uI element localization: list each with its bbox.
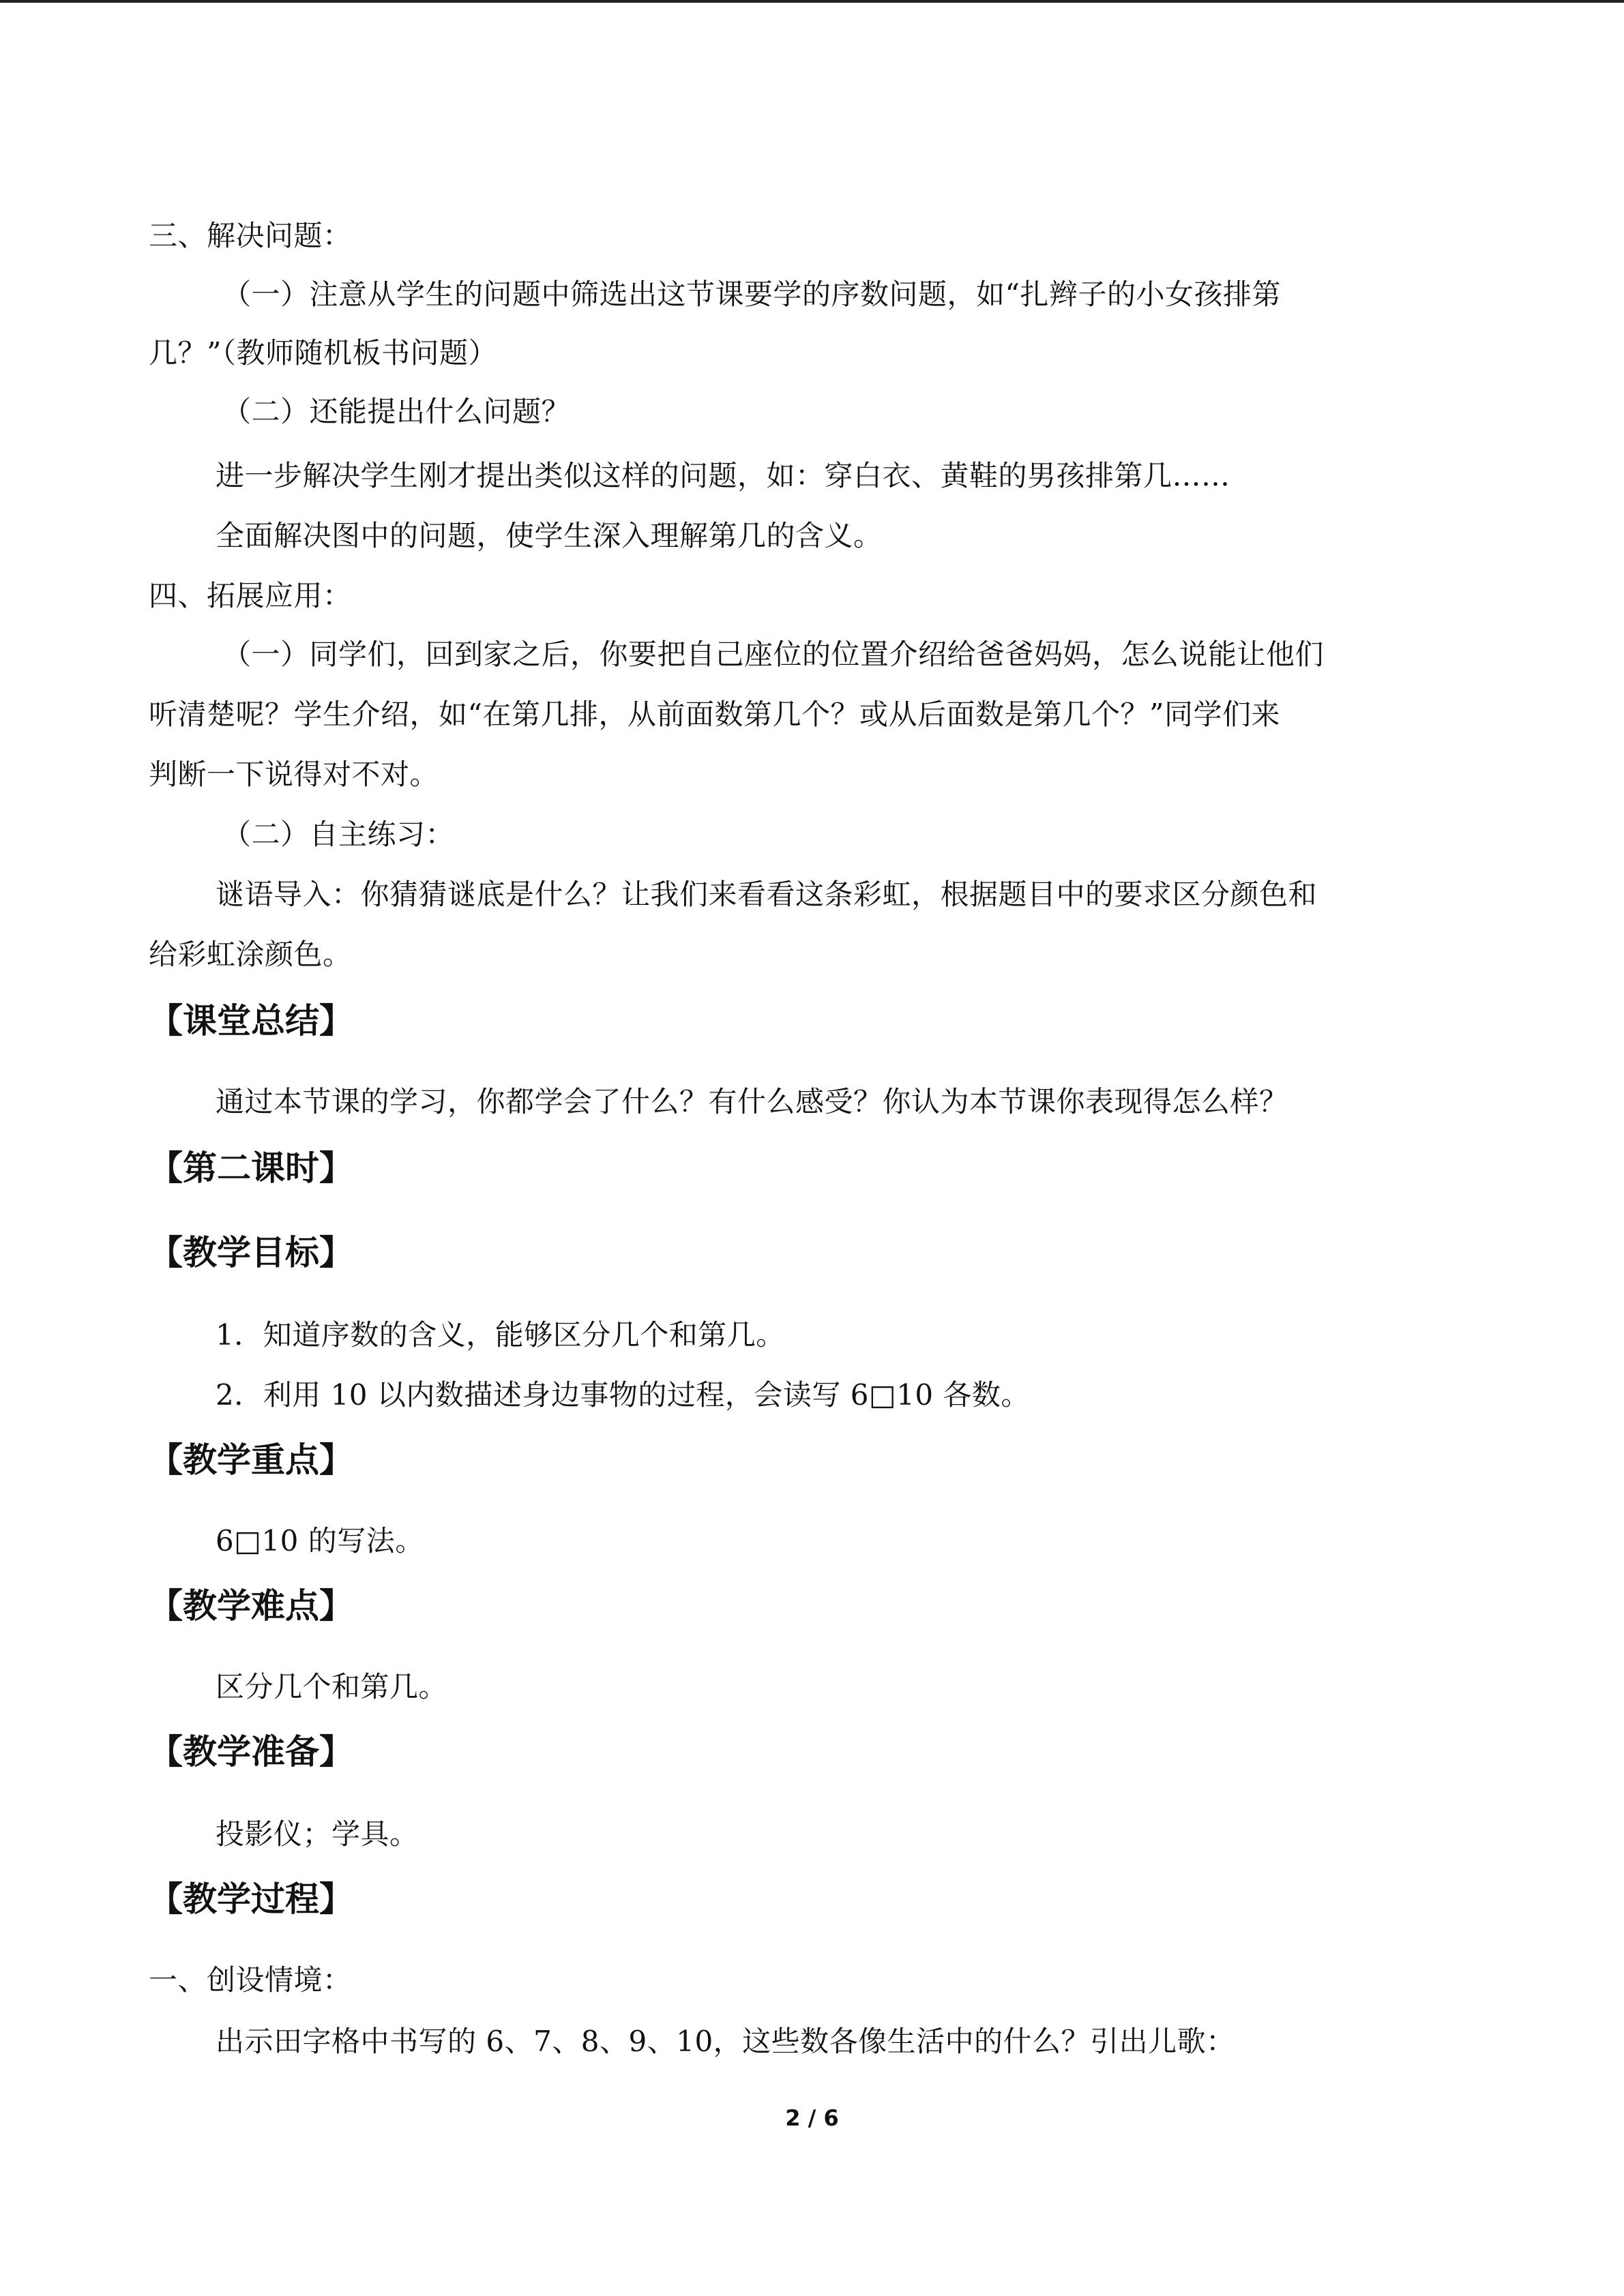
section-4-paragraph-1-line-3: 判断一下说得对不对。	[149, 758, 439, 791]
heading-teaching-key-points: 【教学重点】	[149, 1440, 353, 1480]
section-3-paragraph-1-line-2: 几？”（教师随机板书问题）	[149, 336, 497, 370]
heading-class-summary: 【课堂总结】	[149, 1001, 353, 1041]
section-4-paragraph-3-line-2: 给彩虹涂颜色。	[149, 938, 352, 971]
process-step-1-text: 出示田字格中书写的 6、7、8、9、10，这些数各像生活中的什么？引出儿歌：	[216, 2025, 1235, 2058]
difficulties-text: 区分几个和第几。	[216, 1670, 448, 1703]
section-4-title: 四、拓展应用：	[149, 579, 352, 612]
section-3-paragraph-1-line-1: （一）注意从学生的问题中筛选出这节课要学的序数问题，如“扎辫子的小女孩排第	[222, 278, 1281, 311]
section-3-paragraph-3: 进一步解决学生刚才提出类似这样的问题，如：穿白衣、黄鞋的男孩排第几……	[216, 459, 1230, 492]
goal-item-2: 2．利用 10 以内数描述身边事物的过程，会读写 6□10 各数。	[216, 1378, 1030, 1412]
page-number: 2 / 6	[785, 2105, 839, 2131]
section-3-title: 三、解决问题：	[149, 219, 352, 252]
section-4-paragraph-2: （二）自主练习：	[222, 818, 455, 851]
section-3-paragraph-2: （二）还能提出什么问题？	[222, 395, 571, 428]
section-4-paragraph-1-line-2: 听清楚呢？学生介绍，如“在第几排，从前面数第几个？或从后面数是第几个？”同学们来	[149, 698, 1280, 731]
preparation-text: 投影仪；学具。	[216, 1817, 419, 1851]
heading-second-lesson: 【第二课时】	[149, 1148, 353, 1188]
key-points-text: 6□10 的写法。	[216, 1524, 424, 1557]
summary-text: 通过本节课的学习，你都学会了什么？有什么感受？你认为本节课你表现得怎么样？	[216, 1085, 1288, 1118]
section-4-paragraph-1-line-1: （一）同学们，回到家之后，你要把自己座位的位置介绍给爸爸妈妈，怎么说能让他们	[222, 638, 1325, 671]
goal-item-1: 1．知道序数的含义，能够区分几个和第几。	[216, 1318, 785, 1352]
page-top-border	[0, 0, 1624, 3]
heading-teaching-preparation: 【教学准备】	[149, 1732, 353, 1772]
process-step-1-title: 一、创设情境：	[149, 1963, 352, 1997]
heading-teaching-goals: 【教学目标】	[149, 1233, 353, 1272]
section-3-paragraph-4: 全面解决图中的问题，使学生深入理解第几的含义。	[216, 519, 883, 552]
heading-teaching-difficulties: 【教学难点】	[149, 1586, 353, 1626]
heading-teaching-process: 【教学过程】	[149, 1879, 353, 1919]
section-4-paragraph-3-line-1: 谜语导入：你猜猜谜底是什么？让我们来看看这条彩虹，根据题目中的要求区分颜色和	[216, 878, 1318, 911]
